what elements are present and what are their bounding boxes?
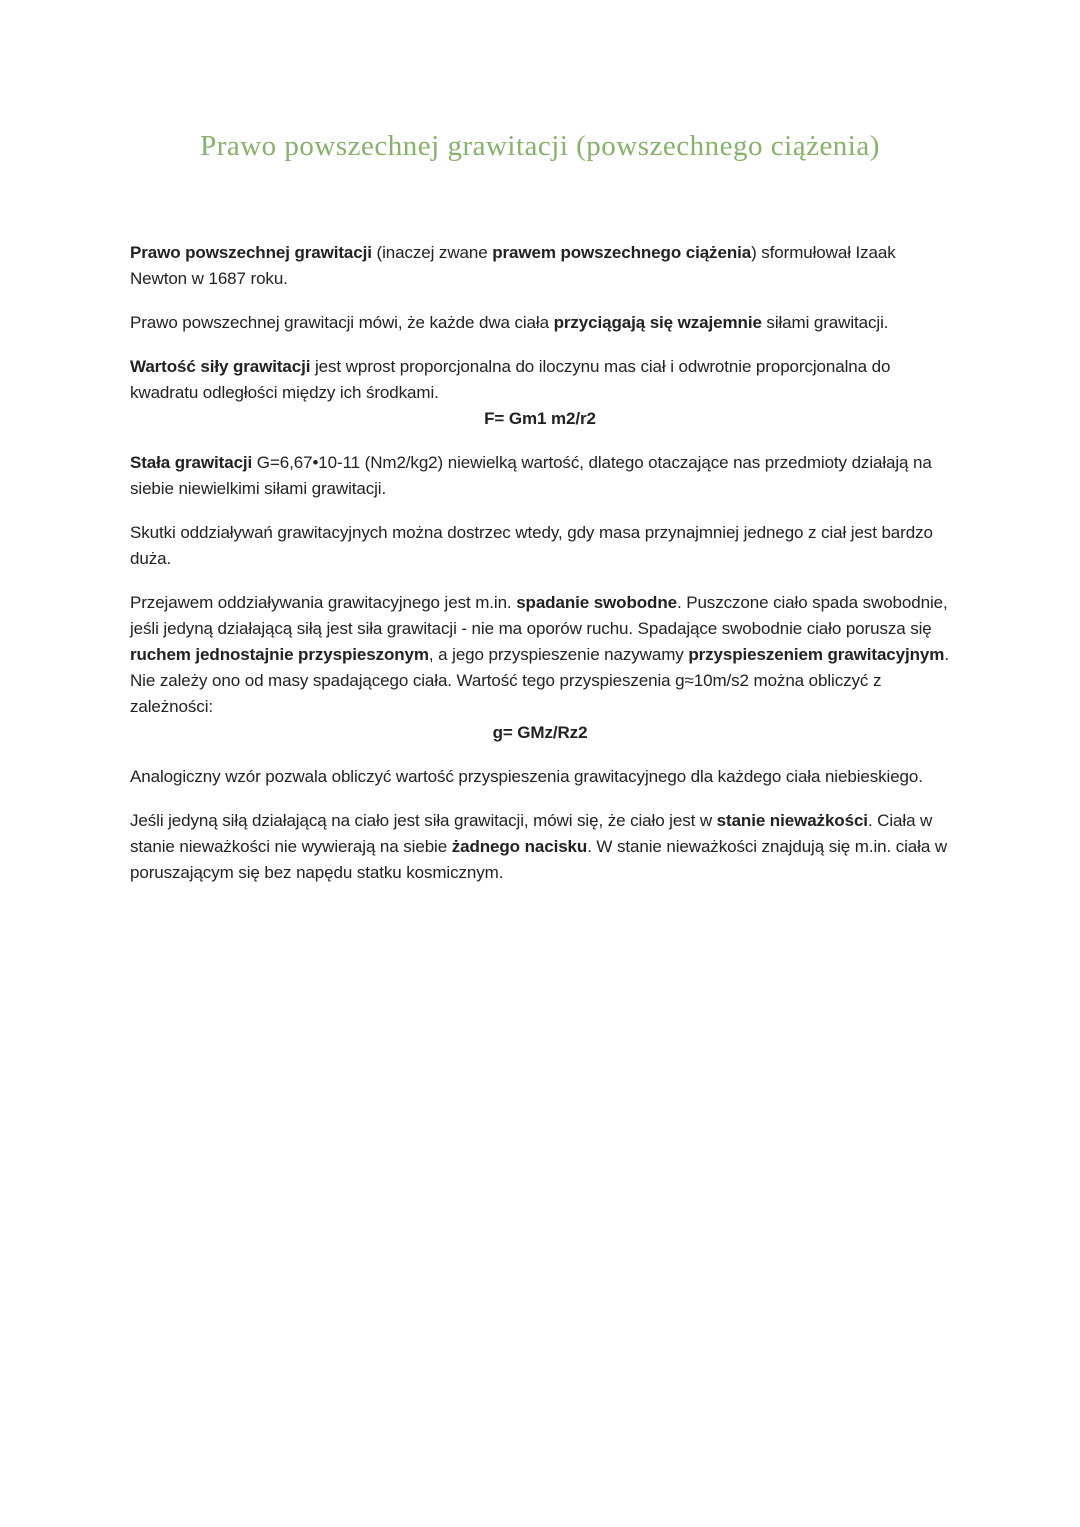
formula-line: F= Gm1 m2/r2: [484, 409, 596, 428]
document-body: [0, 240, 1080, 886]
paragraph: [130, 520, 950, 572]
text-segment: (inaczej zwane: [371, 243, 493, 262]
text-segment: . Nie zależy ono od masy spadającego ciała. Wartość tego przyspieszenia g≈10m/s2 można obliczyć z zależności:: [130, 645, 949, 716]
paragraph: [130, 354, 950, 406]
text-segment: Wartość siły grawitacji: [130, 357, 311, 376]
paragraph: [130, 764, 950, 790]
text-segment: , a jego przyspieszenie nazywamy: [428, 645, 689, 664]
text-segment: spadanie swobodne: [516, 593, 677, 612]
text-segment: siłami grawitacji.: [761, 313, 889, 332]
text-segment: . W stanie nieważkości znajdują się m.in. ciała w poruszającym się bez napędu statku kosmicznym.: [130, 837, 947, 882]
text-segment: Analogiczny wzór pozwala obliczyć wartość przyspieszenia grawitacyjnego dla każdego ciała niebieskiego.: [130, 767, 923, 786]
paragraph: [130, 590, 950, 720]
text-segment: G=6,67•10-11 (Nm2/kg2) niewielką wartość, dlatego otaczające nas przedmioty działają na siebie niewielkimi siłami grawitacji.: [130, 453, 932, 498]
paragraph: [130, 450, 950, 502]
text-segment: przyciągają się wzajemnie: [553, 313, 762, 332]
text-segment: żadnego nacisku: [451, 837, 588, 856]
paragraph: [130, 310, 950, 336]
text-segment: stanie nieważkości: [716, 811, 868, 830]
text-segment: . Ciała w stanie nieważkości nie wywierają na siebie: [130, 811, 933, 856]
text-segment: Skutki oddziaływań grawitacyjnych można dostrzec wtedy, gdy masa przynajmniej jednego z ciał jest bardzo duża.: [130, 523, 933, 568]
text-segment: przyspieszeniem grawitacyjnym: [688, 645, 945, 664]
text-segment: jest wprost proporcjonalna do iloczynu mas ciał i odwrotnie proporcjonalna do kwadratu odległości między ich środkami.: [130, 357, 891, 402]
text-segment: Przejawem oddziaływania grawitacyjnego jest m.in.: [130, 593, 517, 612]
formula-line: g= GMz/Rz2: [492, 723, 588, 742]
text-segment: Stała grawitacji: [130, 453, 253, 472]
text-segment: Jeśli jedyną siłą działającą na ciało jest siła grawitacji, mówi się, że ciało jest w: [130, 811, 717, 830]
document-title: Prawo powszechnej grawitacji (powszechnego ciążenia): [200, 130, 880, 162]
paragraph: [130, 240, 950, 292]
text-segment: prawem powszechnego ciążenia: [492, 243, 752, 262]
text-segment: ruchem jednostajnie przyspieszonym: [130, 645, 429, 664]
text-segment: Prawo powszechnej grawitacji mówi, że każde dwa ciała: [130, 313, 554, 332]
paragraph: [130, 808, 950, 886]
text-segment: . Puszczone ciało spada swobodnie, jeśli jedyną działającą siłą jest siła grawitacji - nie ma oporów ruchu. Spadające swobodnie ciało porusza się: [130, 593, 948, 638]
text-segment: ) sformułował Izaak Newton w 1687 roku.: [130, 243, 896, 288]
text-segment: Prawo powszechnej grawitacji: [130, 243, 372, 262]
